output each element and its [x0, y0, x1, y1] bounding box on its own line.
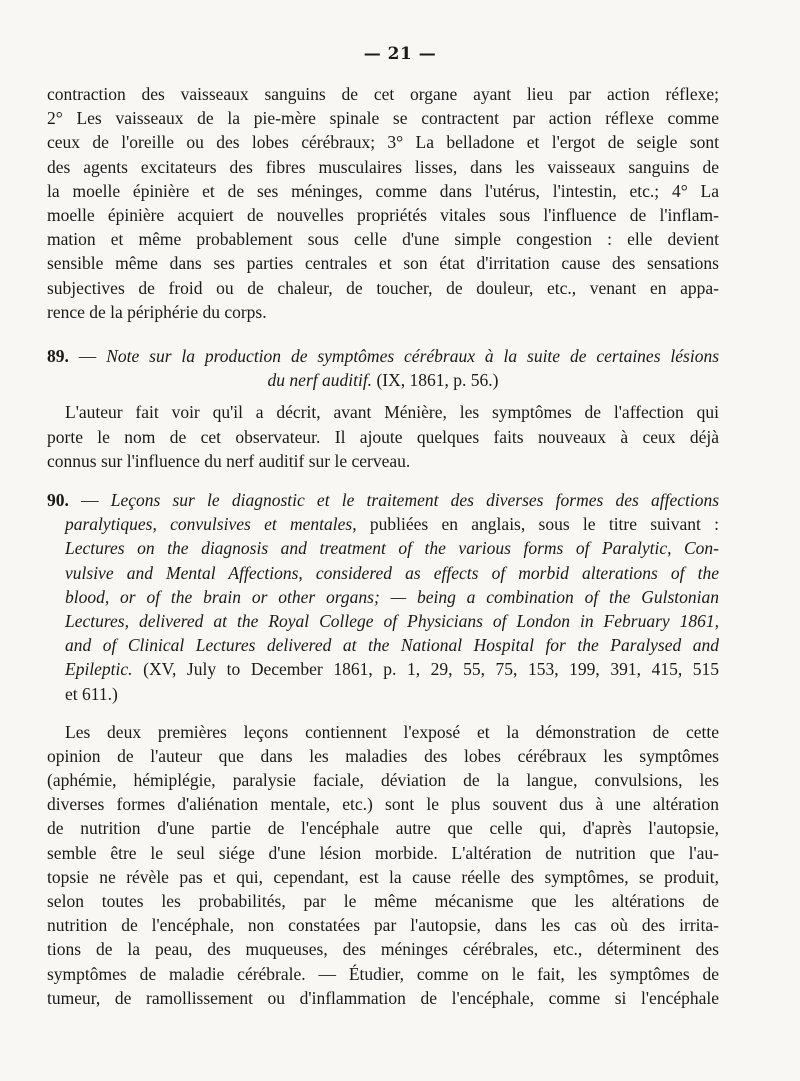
text-line: subjectives de froid ou de chaleur, de toucher, de douleur, etc., venant en appa-	[47, 277, 719, 298]
english-title-line	[47, 561, 719, 585]
text-line: moelle épinière acquiert de nouvelles propriétés vitales sous l'influence de l'inflam-	[47, 204, 719, 225]
entry-title-line	[47, 344, 719, 368]
entry-reference: (IX, 1861, p. 56.)	[376, 370, 499, 391]
english-title-text: and of Clinical Lectures delivered at the National Hospital for the Paralysed and	[65, 635, 719, 656]
text-line: la moelle épinière et de ses méninges, comme dans l'utérus, l'intestin, etc.; 4° La	[47, 180, 719, 201]
text-line: tions de la peau, des muqueuses, des méninges cérébrales, etc., déterminent des	[47, 939, 719, 960]
english-title-text: Lectures on the diagnosis and treatment of the various forms of Paralytic, Con-	[65, 538, 719, 559]
entry-number: 90.	[47, 490, 69, 510]
entry-reference-end: et 611.)	[65, 683, 118, 704]
english-title-text: vulsive and Mental Affections, considered as effects of morbid alterations of the	[65, 562, 719, 583]
english-title-text: blood, or of the brain or other organs; — being a combination of the Gulstonian	[65, 586, 719, 607]
text-line: (aphémie, hémiplégie, paralysie faciale, déviation de la langue, convulsions, les	[47, 770, 719, 791]
entry-title-cont: du nerf auditif.	[267, 370, 373, 391]
text-line: connus sur l'influence du nerf auditif sur le cerveau.	[47, 450, 411, 471]
text-line: sensible même dans ses parties centrales et son état d'irritation cause des sensations	[47, 253, 719, 274]
text-line: diverses formes d'aliénation mentale, etc.) sont le plus souvent dus à une altération	[47, 794, 719, 815]
entry-reference-line	[47, 657, 719, 681]
text-line: L'auteur fait voir qu'il a décrit, avant Ménière, les symptômes de l'affection qui	[65, 402, 719, 423]
text-line: contraction des vaisseaux sanguins de cet organe ayant lieu par action réflexe;	[47, 84, 719, 104]
entry-title-line	[47, 368, 719, 392]
paragraph-continuation	[47, 82, 719, 324]
entry-title-roman: publiées en anglais, sous le titre suivant :	[369, 514, 719, 535]
entry-number: 89.	[47, 346, 69, 366]
text-line: symptômes de maladie cérébrale. — Étudier, comme on le fait, les symptômes de	[47, 963, 719, 984]
text-line: opinion de l'auteur que dans les maladies des lobes cérébraux les symptômes	[47, 745, 719, 766]
text-line: topsie ne révèle pas et qui, cependant, est la cause réelle des symptômes, se produit,	[47, 866, 719, 887]
page-number: — 21 —	[363, 44, 437, 64]
entry-title-line	[47, 488, 719, 512]
text-line: semble être le seul siége d'une lésion morbide. L'altération de nutrition que l'au-	[47, 842, 719, 863]
text-line: des agents excitateurs des fibres musculaires lisses, dans les vaisseaux sanguins de	[47, 156, 719, 177]
english-title-line	[47, 585, 719, 609]
english-title-line	[47, 609, 719, 633]
text-line: tumeur, de ramollissement ou d'inflammation de l'encéphale, comme si l'encéphale	[47, 987, 719, 1008]
text-line: mation et même probablement sous celle d'une simple congestion : elle devient	[47, 229, 719, 250]
english-title-end: Epileptic.	[65, 659, 133, 680]
text-line: de nutrition d'une partie de l'encéphale autre que celle qui, d'après l'autopsie,	[47, 818, 719, 839]
entry-title-line	[47, 512, 719, 536]
entry-reference: (XV, July to December 1861, p. 1, 29, 55, 75, 153, 199, 391, 415, 515	[143, 659, 720, 680]
entry-90	[47, 488, 719, 1010]
text-line: 2° Les vaisseaux de la pie-mère spinale se contractent par action réflexe comme	[47, 108, 719, 129]
text-line: porte le nom de cet observateur. Il ajoute quelques faits nouveaux à ceux déjà	[47, 426, 719, 447]
entry-dash: —	[81, 490, 99, 510]
entry-title: Leçons sur le diagnostic et le traitement des diverses formes des affections	[110, 490, 720, 510]
text-line: nutrition de l'encéphale, non constatées par l'autopsie, dans les cas où des irrita-	[47, 915, 719, 936]
english-title-line	[47, 633, 719, 657]
entry-title: Note sur la production de symptômes cérébraux à la suite de certaines lésions	[106, 346, 720, 366]
english-title-text: Lectures, delivered at the Royal College of Physicians of London in February 1861,	[65, 610, 719, 631]
text-line: Les deux premières leçons contiennent l'exposé et la démonstration de cette	[65, 721, 719, 742]
entry-89	[47, 344, 719, 473]
entry-title-cont: paralytiques, convulsives et mentales,	[65, 514, 357, 535]
text-line: rence de la périphérie du corps.	[47, 301, 267, 322]
text-line: ceux de l'oreille ou des lobes cérébraux; 3° La belladone et l'ergot de seigle sont	[47, 132, 719, 153]
entry-dash: —	[78, 346, 97, 366]
text-line: selon toutes les probabilités, par le même mécanisme que les altérations de	[47, 891, 719, 911]
english-title-line	[47, 536, 719, 560]
